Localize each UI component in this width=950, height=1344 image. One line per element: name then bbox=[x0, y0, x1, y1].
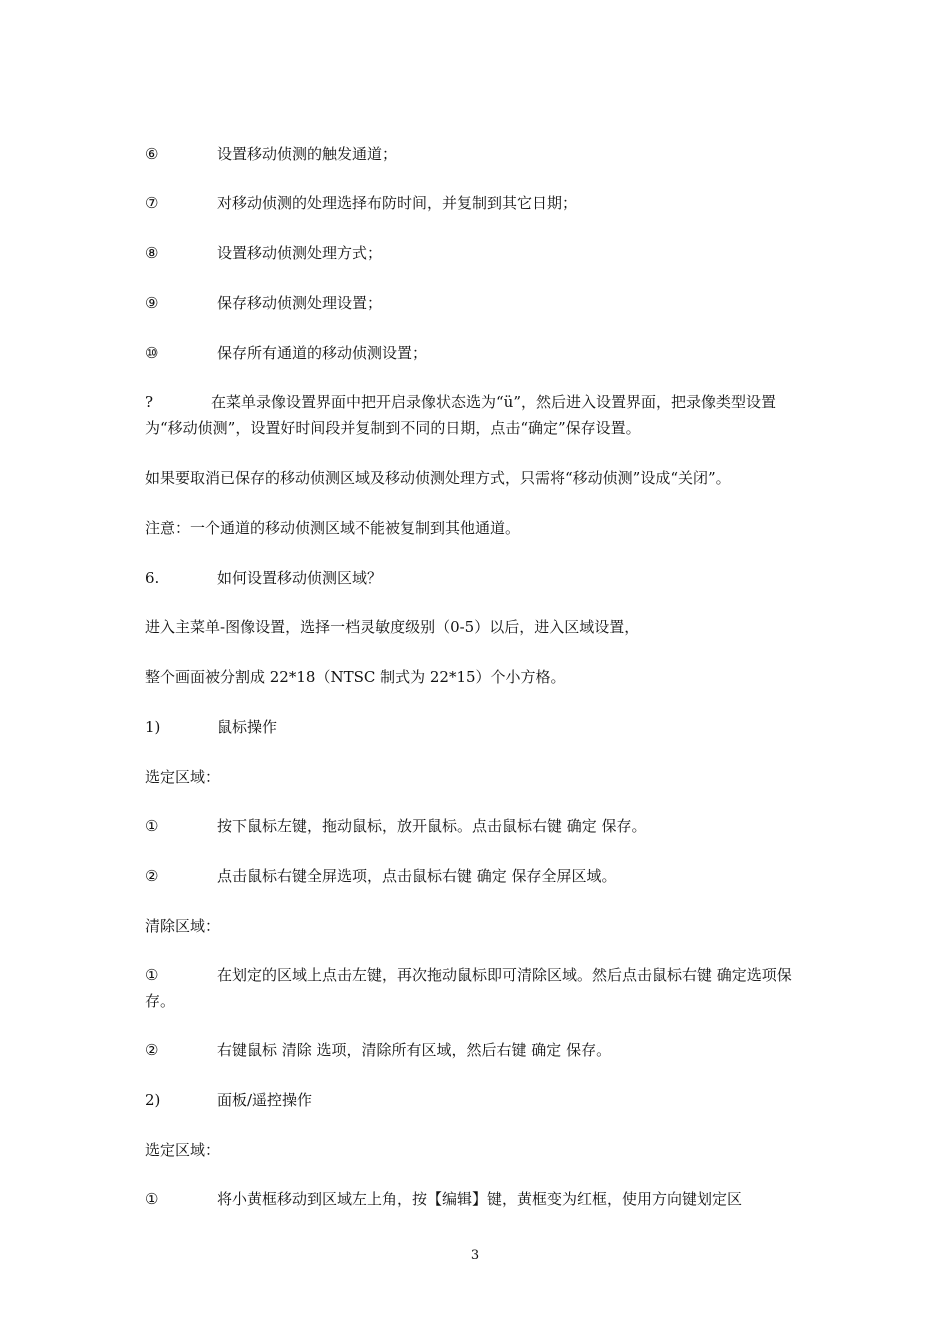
clear-step-1 bbox=[145, 962, 810, 1014]
circled-marker: ① bbox=[145, 966, 159, 984]
select-step-2 bbox=[145, 865, 617, 887]
step-text: 保存移动侦测处理设置； bbox=[217, 294, 383, 312]
section-6-heading bbox=[145, 567, 382, 589]
subsection-title: 鼠标操作 bbox=[217, 718, 278, 736]
panel-step-1 bbox=[145, 1188, 742, 1210]
step-9-line bbox=[145, 292, 382, 314]
step-text: 保存所有通道的移动侦测设置； bbox=[217, 344, 428, 362]
circled-marker: ⑥ bbox=[145, 145, 159, 163]
circled-marker: ① bbox=[145, 1190, 159, 1208]
select-area-label-2: 选定区域： bbox=[145, 1141, 221, 1159]
circled-marker: ① bbox=[145, 817, 159, 835]
record-setting-paragraph bbox=[145, 389, 810, 441]
page-number: 3 bbox=[470, 1248, 480, 1263]
step-8-line bbox=[145, 242, 382, 264]
step-text: 对移动侦测的处理选择布防时间，并复制到其它日期； bbox=[217, 194, 578, 212]
clear-step-2 bbox=[145, 1039, 611, 1061]
grid-description: 整个画面被分割成 22*18（NTSC 制式为 22*15）个小方格。 bbox=[145, 668, 566, 686]
step-text: 将小黄框移动到区域左上角，按【编辑】键，黄框变为红框，使用方向键划定区 bbox=[217, 1190, 743, 1208]
subsection-title: 面板/遥控操作 bbox=[217, 1091, 313, 1109]
step-text: 设置移动侦测的触发通道； bbox=[217, 145, 398, 163]
mouse-operation-heading bbox=[145, 716, 277, 738]
cancel-paragraph: 如果要取消已保存的移动侦测区域及移动侦测处理方式，只需将“移动侦测”设成“关闭”。 bbox=[145, 469, 731, 487]
step-7-line bbox=[145, 192, 577, 214]
circled-marker: ⑨ bbox=[145, 294, 159, 312]
step-6-line bbox=[145, 143, 397, 165]
clear-area-label: 清除区域： bbox=[145, 917, 221, 935]
circled-marker: ② bbox=[145, 1041, 159, 1059]
step-text: 在划定的区域上点击左键，再次拖动鼠标即可清除区域。然后点击鼠标右键 确定选项保存。 bbox=[145, 966, 792, 1010]
paragraph-text: 在菜单录像设置界面中把开启录像状态选为“ü”，然后进入设置界面，把录像类型设置为“移动侦测”，设置好时间段并复制到不同的日期，点击“确定”保存设置。 bbox=[145, 393, 777, 437]
step-text: 右键鼠标 清除 选项，清除所有区域，然后右键 确定 保存。 bbox=[217, 1041, 612, 1059]
list-marker: 2) bbox=[145, 1091, 161, 1109]
section-title: 如何设置移动侦测区域？ bbox=[217, 569, 383, 587]
circled-marker: ⑧ bbox=[145, 244, 159, 262]
select-area-label: 选定区域： bbox=[145, 768, 221, 786]
list-marker: 1) bbox=[145, 718, 161, 736]
step-text: 设置移动侦测处理方式； bbox=[217, 244, 383, 262]
enter-menu-paragraph: 进入主菜单-图像设置，选择一档灵敏度级别（0-5）以后，进入区域设置， bbox=[145, 618, 640, 636]
circled-marker: ⑩ bbox=[145, 344, 159, 362]
note-paragraph: 注意：一个通道的移动侦测区域不能被复制到其他通道。 bbox=[145, 519, 521, 537]
question-marker: ? bbox=[145, 393, 154, 411]
circled-marker: ⑦ bbox=[145, 194, 159, 212]
select-step-1 bbox=[145, 815, 647, 837]
panel-operation-heading bbox=[145, 1089, 312, 1111]
section-number: 6. bbox=[145, 569, 160, 587]
circled-marker: ② bbox=[145, 867, 159, 885]
step-text: 点击鼠标右键全屏选项，点击鼠标右键 确定 保存全屏区域。 bbox=[217, 867, 617, 885]
step-10-line bbox=[145, 342, 427, 364]
step-text: 按下鼠标左键，拖动鼠标，放开鼠标。点击鼠标右键 确定 保存。 bbox=[217, 817, 647, 835]
